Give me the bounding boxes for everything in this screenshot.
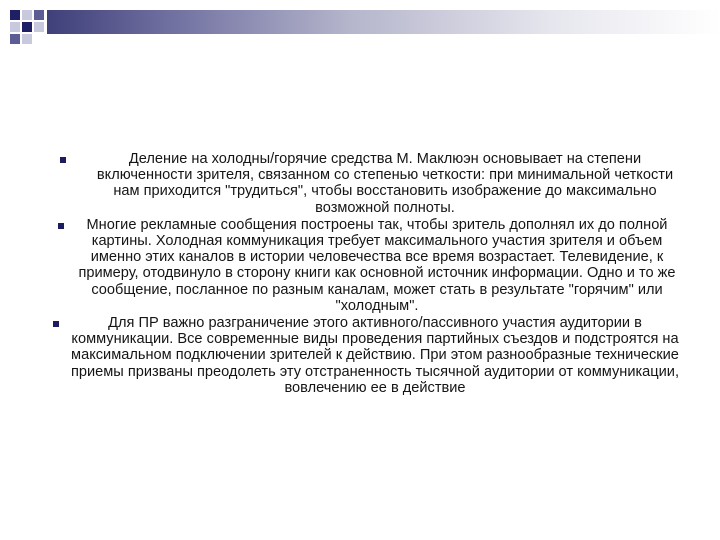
decor-square-dark [10,10,20,20]
slide-body [48,151,688,397]
paragraph-text: Многие рекламные сообщения построены так, чтобы зритель дополнял их до полной картины. Холодная коммуникация требует максимального участия зрителя и объем именно этих каналов в истории человечества все время возрастает. Телевидение, к примеру, отодвинуло в сторону книги как основной источник информации. Одно и то же сообщение, посланное по разным каналам, может стать в результате "горячим" или "холодным". [78,216,676,314]
decor-square-mid [34,10,44,20]
decor-square-dark [22,22,32,32]
paragraph-1 [48,151,688,216]
square-bullet-icon [53,321,59,327]
paragraph-text: Для ПР важно разграничение этого активного/пассивного участия аудитории в коммуникации. Все современные виды проведения партийных съездов и подстроятся на максимальном подключении зрителей к действию. При этом разнообразные технические приемы призваны преодолеть эту отстраненность тысячной аудитории от коммуникации, вовлечению ее в действие [70,315,680,396]
decor-square-light [34,22,44,32]
paragraph-2 [48,217,688,314]
paragraph-text: Деление на холодны/горячие средства М. Маклюэн основывает на степени включенности зрителя, связанном со степенью четкости: при минимальной четкости нам приходится "трудиться", чтобы восстановить изображение до максимально возможной полноты. [96,151,674,216]
decor-square-light [22,34,32,44]
decor-square-light [10,22,20,32]
header-band [47,10,720,34]
square-bullet-icon [60,157,66,163]
paragraph-3 [48,315,688,396]
square-bullet-icon [58,223,64,229]
decor-square-light [22,10,32,20]
decor-square-mid [10,34,20,44]
